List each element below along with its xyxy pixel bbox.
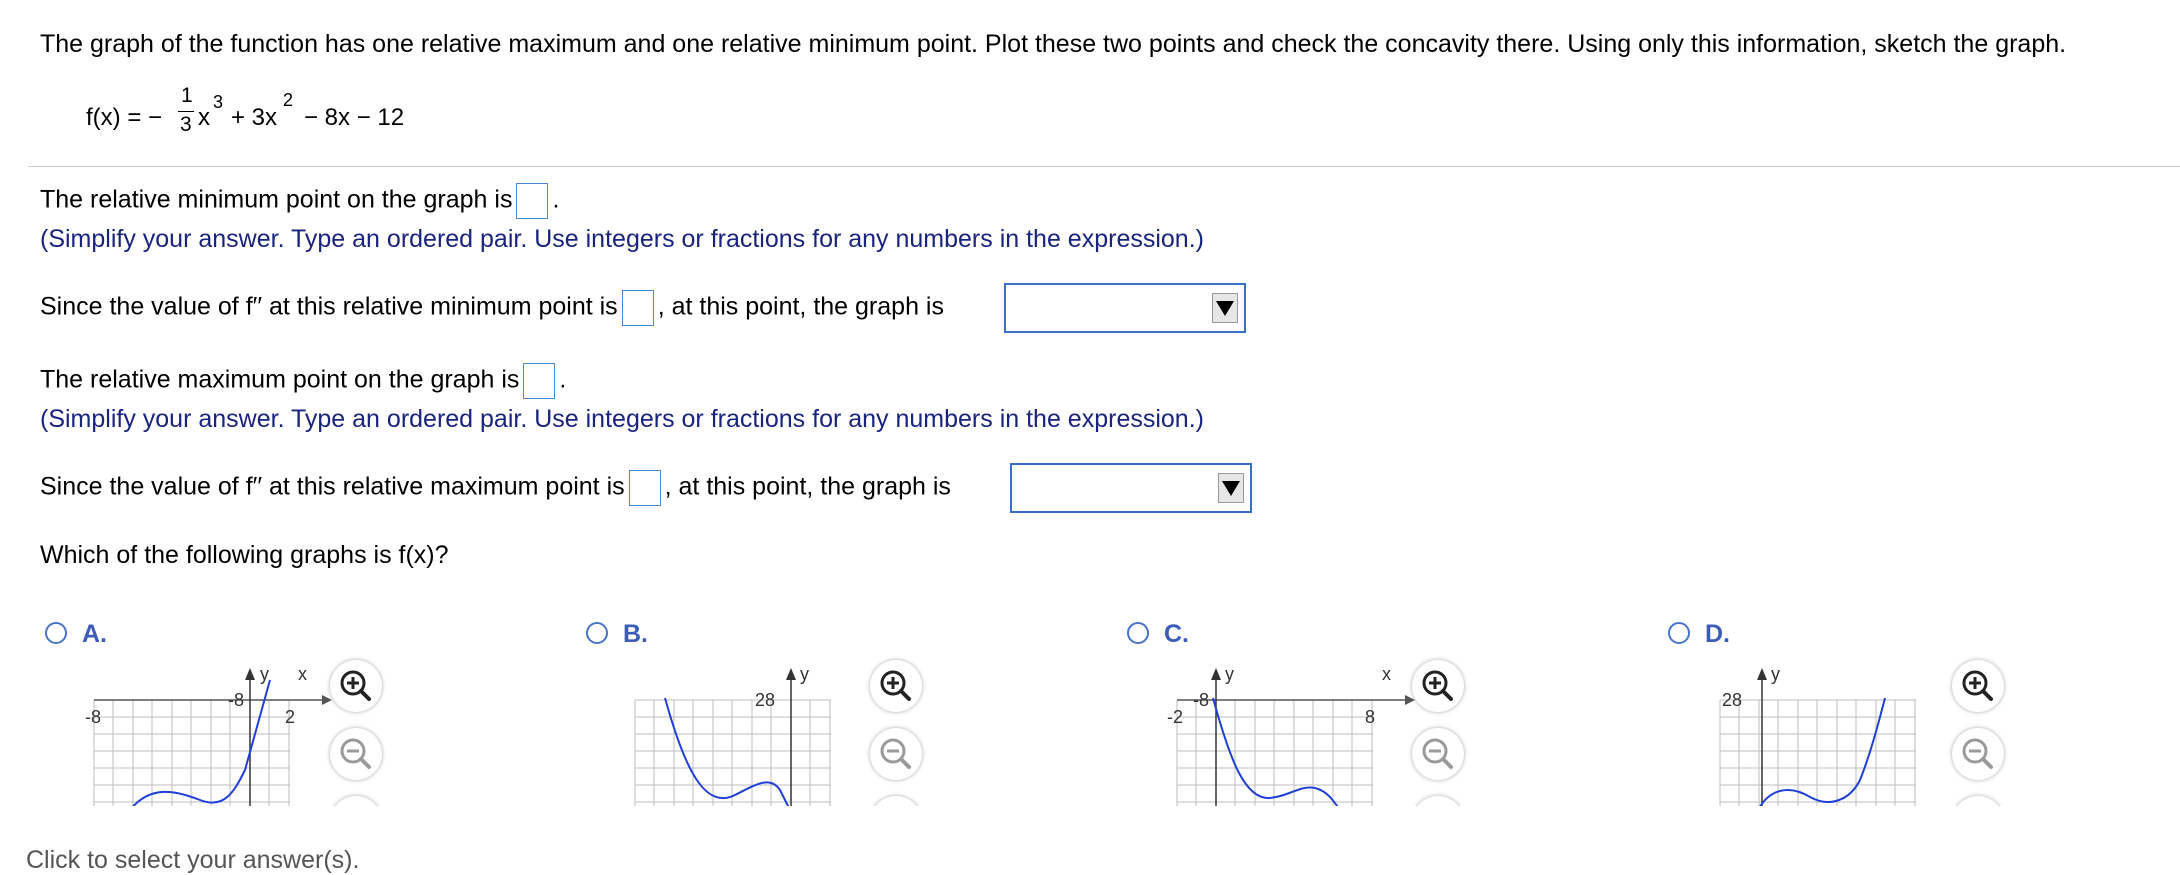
which-graph-question: Which of the following graphs is f(x)? (40, 541, 449, 569)
max-point-row: The relative maximum point on the graph is . (40, 363, 566, 399)
option-c-graph (1165, 660, 1425, 810)
tick-label: -2 (1167, 707, 1184, 727)
zoom-in-icon (870, 660, 922, 712)
min-point-answer-box[interactable] (516, 183, 548, 219)
axis-label: y (1771, 664, 1780, 684)
dropdown-arrow-icon (1212, 293, 1238, 323)
axis-label: x (298, 664, 307, 684)
tick-label: -8 (85, 707, 102, 727)
zoom-out-icon (330, 728, 382, 780)
tick-label: 2 (285, 707, 296, 727)
dropdown-arrow-icon (1218, 473, 1244, 503)
tick-label: 8 (1365, 707, 1376, 727)
axis-label: x (1382, 664, 1391, 684)
max-point-hint: (Simplify your answer. Type an ordered pair. Use integers or fractions for any numbers in the expression.) (40, 405, 1204, 433)
zoom-in-button[interactable] (1412, 660, 1464, 712)
zoom-in-icon (1952, 660, 2004, 712)
zoom-out-icon (870, 728, 922, 780)
axis-label: y (260, 664, 269, 684)
zoom-out-icon (1412, 728, 1464, 780)
section-divider (28, 166, 2180, 167)
tick-label: 28 (755, 690, 776, 710)
axis-label: y (800, 664, 809, 684)
zoom-in-button[interactable] (330, 660, 382, 712)
option-a-radio[interactable] (45, 622, 67, 644)
zoom-in-icon (1412, 660, 1464, 712)
max-concavity-row: Since the value of f′′ at this relative maximum point is , at this point, the graph is (40, 470, 951, 506)
min-concavity-dropdown[interactable] (1004, 283, 1246, 333)
option-c-radio[interactable] (1127, 622, 1149, 644)
max-fpp-answer-box[interactable] (629, 470, 661, 506)
zoom-out-icon (1952, 728, 2004, 780)
zoom-out-button[interactable] (870, 728, 922, 780)
zoom-in-button[interactable] (1952, 660, 2004, 712)
zoom-out-button[interactable] (330, 728, 382, 780)
min-fpp-answer-box[interactable] (622, 290, 654, 326)
zoom-in-icon (330, 660, 382, 712)
zoom-in-button[interactable] (870, 660, 922, 712)
question-prompt: The graph of the function has one relative maximum and one relative minimum point. Plot these two points and check the concavity there. Using only this information, sketch the graph. (40, 30, 2067, 58)
min-point-hint: (Simplify your answer. Type an ordered pair. Use integers or fractions for any numbers in the expression.) (40, 225, 1204, 253)
option-d-graph (1710, 660, 1970, 810)
option-b-graph (625, 660, 885, 810)
tick-label: 28 (1722, 690, 1743, 710)
option-b-radio[interactable] (586, 622, 608, 644)
max-concavity-dropdown[interactable] (1010, 463, 1252, 513)
min-point-row: The relative minimum point on the graph is . (40, 183, 559, 219)
option-d-radio[interactable] (1668, 622, 1690, 644)
max-point-answer-box[interactable] (523, 363, 555, 399)
min-concavity-row: Since the value of f′′ at this relative minimum point is , at this point, the graph is (40, 290, 944, 326)
tick-label: -8 (228, 690, 245, 710)
zoom-out-button[interactable] (1412, 728, 1464, 780)
zoom-out-button[interactable] (1952, 728, 2004, 780)
footer-instruction: Click to select your answer(s). (26, 846, 360, 874)
axis-label: y (1225, 664, 1234, 684)
option-a-graph (80, 660, 340, 810)
tick-label: -8 (1193, 690, 1210, 710)
